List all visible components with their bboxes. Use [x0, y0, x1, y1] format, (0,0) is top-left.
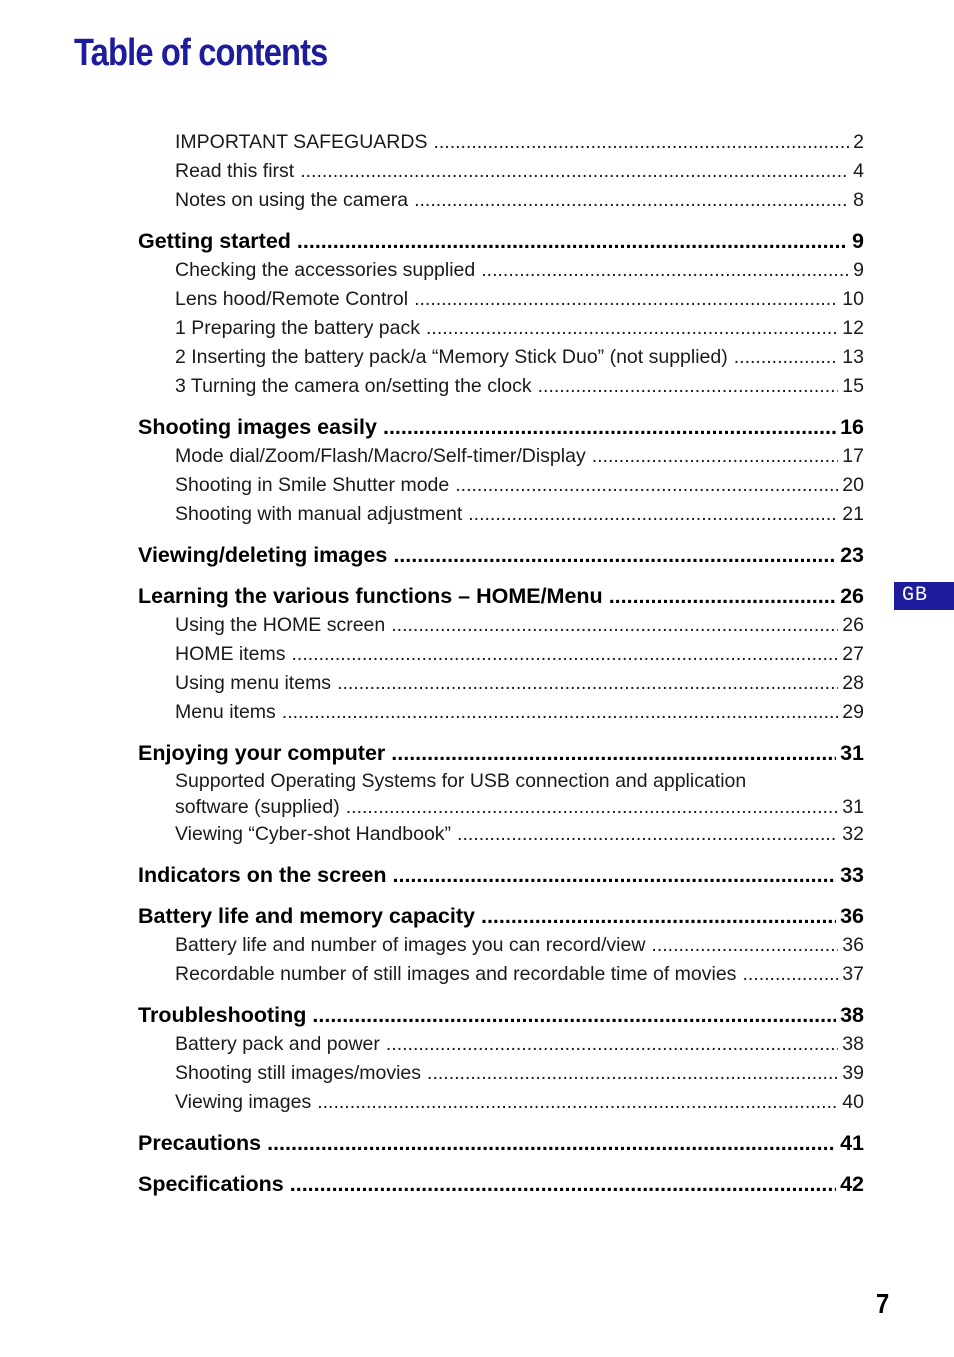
- language-tab: GB: [894, 582, 954, 610]
- toc-page-number: 37: [842, 963, 864, 985]
- toc-entry-label: Viewing/deleting images: [138, 543, 388, 567]
- dot-leader: [317, 1088, 838, 1117]
- dot-leader: [468, 500, 838, 529]
- dot-leader: [433, 128, 849, 157]
- toc-page-number: 15: [842, 375, 864, 397]
- dot-leader: [393, 540, 836, 570]
- toc-entry-label: Shooting images easily: [138, 415, 377, 439]
- dot-leader: [457, 820, 838, 849]
- toc-page-number: 40: [842, 1091, 864, 1113]
- toc-page-number: 20: [842, 474, 864, 496]
- toc-entry-label: IMPORTANT SAFEGUARDS: [175, 131, 428, 153]
- toc-entry-label: 1 Preparing the battery pack: [175, 317, 420, 339]
- toc-subentry[interactable]: [138, 640, 864, 669]
- toc-page-number: 41: [840, 1131, 864, 1155]
- toc-page-number: 9: [852, 229, 864, 253]
- toc-entry-label: Battery life and memory capacity: [138, 904, 475, 928]
- toc-entry-label: Shooting in Smile Shutter mode: [175, 474, 450, 496]
- toc-section-entry[interactable]: [138, 540, 864, 570]
- toc-page-number: 33: [840, 863, 864, 887]
- dot-leader: [414, 186, 849, 215]
- toc-page-number: 26: [840, 584, 864, 608]
- toc-entry-label: Notes on using the camera: [175, 189, 409, 211]
- toc-subentry[interactable]: [138, 186, 864, 215]
- dot-leader: [481, 901, 836, 931]
- dot-leader: [292, 640, 839, 669]
- toc-subentry[interactable]: [138, 794, 864, 820]
- toc-page-number: 39: [842, 1062, 864, 1084]
- toc-entry-label: Shooting with manual adjustment: [175, 503, 463, 525]
- dot-leader: [312, 1000, 836, 1030]
- dot-leader: [383, 412, 836, 442]
- toc-page-number: 10: [842, 288, 864, 310]
- toc-entry-label: HOME items: [175, 643, 286, 665]
- toc-page-number: 13: [842, 346, 864, 368]
- toc-subentry[interactable]: [138, 611, 864, 640]
- toc-entry-label: Using the HOME screen: [175, 614, 386, 636]
- toc-section-entry[interactable]: [138, 226, 864, 256]
- toc-page-number: 9: [853, 259, 864, 281]
- toc-entry-label: Shooting still images/movies: [175, 1062, 422, 1084]
- toc-subentry[interactable]: [138, 256, 864, 285]
- dot-leader: [337, 669, 838, 698]
- toc-subentry[interactable]: [138, 698, 864, 727]
- toc-entry-label: Checking the accessories supplied: [175, 259, 476, 281]
- toc-section-entry[interactable]: [138, 738, 864, 768]
- toc-page-number: 17: [842, 445, 864, 467]
- toc-page-number: 16: [840, 415, 864, 439]
- toc-page-number: 12: [842, 317, 864, 339]
- dot-leader: [386, 1030, 838, 1059]
- toc-page-number: 27: [842, 643, 864, 665]
- toc-page-number: 38: [840, 1003, 864, 1027]
- toc-entry-label: Specifications: [138, 1172, 284, 1196]
- toc-entry-label: Indicators on the screen: [138, 863, 387, 887]
- toc-subentry[interactable]: [138, 157, 864, 186]
- toc-page-number: 4: [853, 160, 864, 182]
- toc-section-entry[interactable]: [138, 860, 864, 890]
- table-of-contents: [138, 128, 864, 1199]
- toc-page-number: 42: [840, 1172, 864, 1196]
- toc-section-entry[interactable]: [138, 1128, 864, 1158]
- toc-subentry[interactable]: [138, 1030, 864, 1059]
- toc-entry-label: Viewing images: [175, 1091, 312, 1113]
- toc-entry-label: Troubleshooting: [138, 1003, 307, 1027]
- toc-page-number: 23: [840, 543, 864, 567]
- dot-leader: [290, 1169, 836, 1199]
- dot-leader: [427, 1059, 838, 1088]
- dot-leader: [651, 931, 838, 960]
- toc-subentry[interactable]: [138, 931, 864, 960]
- toc-section-entry[interactable]: [138, 581, 864, 611]
- toc-entry-label: Enjoying your computer: [138, 741, 386, 765]
- toc-subentry[interactable]: [138, 669, 864, 698]
- toc-page-number: 26: [842, 614, 864, 636]
- toc-page-number: 29: [842, 701, 864, 723]
- toc-subentry[interactable]: [138, 1088, 864, 1117]
- toc-entry-label: Precautions: [138, 1131, 262, 1155]
- toc-entry-label: Menu items: [175, 701, 276, 723]
- toc-section-entry[interactable]: [138, 901, 864, 931]
- dot-leader: [734, 343, 839, 372]
- page-title: Table of contents: [74, 32, 328, 74]
- toc-entry-label: 2 Inserting the battery pack/a “Memory Stick Duo” (not supplied): [175, 346, 728, 368]
- page-number: 7: [876, 1288, 890, 1319]
- toc-entry-label: Recordable number of still images and recordable time of movies: [175, 963, 737, 985]
- dot-leader: [538, 372, 839, 401]
- toc-page-number: 36: [840, 904, 864, 928]
- toc-entry-label: Read this first: [175, 160, 295, 182]
- dot-leader: [609, 581, 836, 611]
- toc-entry-label: Using menu items: [175, 672, 332, 694]
- toc-subentry[interactable]: [138, 343, 864, 372]
- toc-section-entry[interactable]: [138, 1169, 864, 1199]
- dot-leader: [414, 285, 838, 314]
- toc-entry-continued[interactable]: Supported Operating Systems for USB connection and application: [175, 770, 747, 792]
- dot-leader: [346, 794, 839, 820]
- dot-leader: [393, 860, 837, 890]
- dot-leader: [297, 226, 848, 256]
- toc-subentry[interactable]: [138, 128, 864, 157]
- toc-entry-label: Learning the various functions – HOME/Menu: [138, 584, 603, 608]
- toc-page-number: 32: [842, 823, 864, 845]
- dot-leader: [282, 698, 839, 727]
- dot-leader: [391, 611, 838, 640]
- toc-subentry[interactable]: [138, 820, 864, 849]
- toc-subentry[interactable]: [138, 285, 864, 314]
- toc-page-number: 21: [842, 503, 864, 525]
- toc-entry-label: Battery pack and power: [175, 1033, 380, 1055]
- toc-page-number: 31: [840, 741, 864, 765]
- dot-leader: [391, 738, 836, 768]
- dot-leader: [481, 256, 849, 285]
- toc-page-number: 36: [842, 934, 864, 956]
- toc-page-number: 38: [842, 1033, 864, 1055]
- toc-subentry[interactable]: [138, 372, 864, 401]
- toc-page-number: 8: [853, 189, 864, 211]
- toc-subentry[interactable]: [138, 500, 864, 529]
- toc-section-entry[interactable]: [138, 1000, 864, 1030]
- dot-leader: [300, 157, 849, 186]
- toc-subentry[interactable]: [138, 960, 864, 989]
- toc-entry-label: Lens hood/Remote Control: [175, 288, 409, 310]
- toc-subentry[interactable]: [138, 442, 864, 471]
- dot-leader: [455, 471, 838, 500]
- toc-subentry[interactable]: [138, 471, 864, 500]
- toc-page-number: 2: [853, 131, 864, 153]
- dot-leader: [742, 960, 838, 989]
- toc-entry-label: Battery life and number of images you can record/view: [175, 934, 646, 956]
- dot-leader: [592, 442, 839, 471]
- toc-page-number: 31: [842, 796, 864, 818]
- toc-subentry[interactable]: [138, 1059, 864, 1088]
- dot-leader: [267, 1128, 836, 1158]
- toc-entry-label: Getting started: [138, 229, 291, 253]
- toc-subentry[interactable]: [138, 314, 864, 343]
- toc-entry-label: Mode dial/Zoom/Flash/Macro/Self-timer/Display: [175, 445, 586, 467]
- toc-section-entry[interactable]: [138, 412, 864, 442]
- toc-entry-label: software (supplied): [175, 796, 340, 818]
- dot-leader: [426, 314, 838, 343]
- toc-entry-label: Viewing “Cyber-shot Handbook”: [175, 823, 452, 845]
- toc-entry-label: 3 Turning the camera on/setting the clock: [175, 375, 532, 397]
- toc-page-number: 28: [842, 672, 864, 694]
